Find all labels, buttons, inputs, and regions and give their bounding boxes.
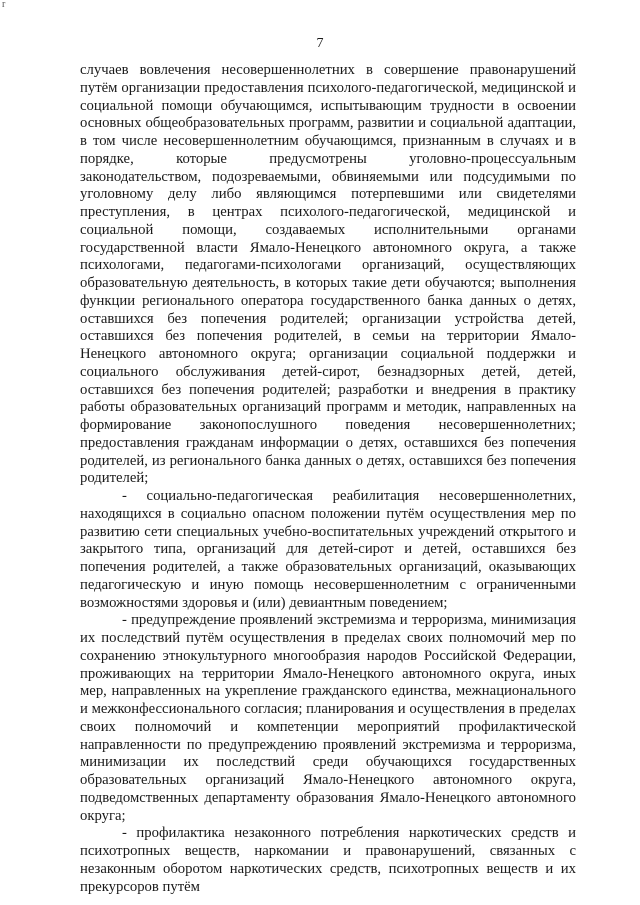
- paragraph-list-item: - предупреждение проявлений экстремизма и терроризма, минимизация их последствий путём осуществления в пределах своих полномочий мер по сохранению этнокультурного многообразия народов Российской Федерации, проживающих на территории Ямало-Ненецкого автономного округа, иных мер, направленных на укрепление гражданского единства, межнационального и межконфессионального согласия; планирования и осуществления в пределах своих полномочий и компетенции мероприятий профилактической направленности по предупреждению проявлений экстремизма и терроризма, минимизации их последствий среди обучающихся государственных образовательных организаций Ямало-Ненецкого автономного округа, подведомственных департаменту образования Ямало-Ненецкого автономного округа;: [80, 612, 576, 824]
- page-number: 7: [316, 36, 324, 51]
- corner-mark: r: [2, 0, 6, 10]
- paragraph-list-item: - социально-педагогическая реабилитация несовершеннолетних, находящихся в социально опасном положении путём осуществления мер по развитию сети специальных учебно-воспитательных учреждений открытого и закрытого типа, организаций для детей-сирот и детей, оставшихся без попечения родителей, а также образовательных организаций, оказывающих педагогическую и иную помощь несовершеннолетним с ограниченными возможностями здоровья и (или) девиантным поведением;: [80, 488, 576, 611]
- paragraph-list-item: - профилактика незаконного потребления наркотических средств и психотропных веществ, наркомании и правонарушений, связанных с незаконным оборотом наркотических средств, психотропных веществ и их прекурсоров путём: [80, 825, 576, 895]
- paragraph-continuation: случаев вовлечения несовершеннолетних в совершение правонарушений путём организации предоставления психолого-педагогической, медицинской и социальной помощи обучающимся, испытывающим трудности в освоении основных общеобразовательных программ, развитии и социальной адаптации, в том числе несовершеннолетним обучающимся, признанным в случаях и в порядке, которые предусмотрены уголовно-процессуальным законодательством, подозреваемыми, обвиняемыми или подсудимыми по уголовному делу либо являющимся потерпевшими или свидетелями преступления, в центрах психолого-педагогической, медицинской и социальной помощи, создаваемых исполнительными органами государственной власти Ямало-Ненецкого автономного округа, а также психологами, педагогами-психологами организаций, осуществляющих образовательную деятельность, в которых такие дети обучаются; выполнения функции регионального оператора государственного банка данных о детях, оставшихся без попечения родителей; организации устройства детей, оставшихся без попечения родителей, в семьи на территории Ямало-Ненецкого автономного округа; организации социальной поддержки и социального обслуживания детей-сирот, безнадзорных детей, детей, оставшихся без попечения родителей; разработки и внедрения в практику работы образовательных организаций программ и методик, направленных на формирование законопослушного поведения несовершеннолетних; предоставления гражданам информации о детях, оставшихся без попечения родителей, из регионального банка данных о детях, оставшихся без попечения родителей;: [80, 62, 576, 487]
- body-text: [80, 62, 576, 896]
